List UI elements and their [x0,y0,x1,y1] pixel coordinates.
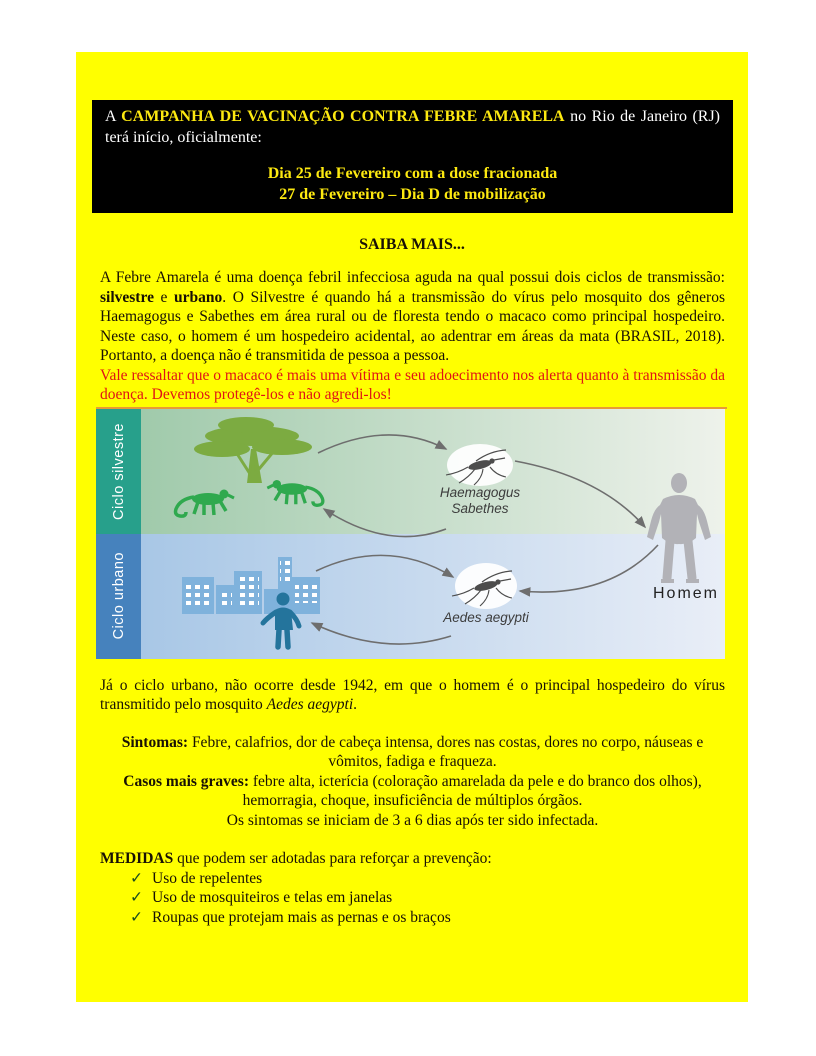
banner-suffix: no Rio de Janeiro (RJ) terá início, oficialmente: [105,108,721,146]
banner-campaign-title: CAMPANHA DE VACINAÇÃO CONTRA FEBRE AMARELA [121,108,565,125]
campaign-banner [92,100,733,213]
banner-date-line2: 27 de Fevereiro – Dia D de mobilização [279,186,546,203]
urban-cycle-label: Ciclo urbano [110,552,127,640]
intro-mid: e [153,288,175,306]
measures-list [100,869,725,928]
symptoms-label: Sintomas: [121,733,189,751]
measures-text: que podem ser adotadas para reforçar a prevenção: [173,850,492,867]
symptoms-block [100,733,725,831]
monkey-alert-note: Vale ressaltar que o macaco é mais uma vítima e seu adoecimento nos alerta quanto à transmissão da doença. Devemos protegê-los e não agredi-los! [100,366,725,403]
symptoms-line [100,733,725,772]
banner-dates [105,163,720,205]
arrow-mosquito-to-cityperson [312,623,451,644]
transmission-diagram-frame [96,407,727,659]
aedes-aegypti-italic: Aedes aegypti [266,696,354,713]
severe-cases-line [100,772,725,811]
banner-text [105,106,720,148]
mosquito-silvestre-label [420,485,540,517]
sabethes-label: Sabethes [451,500,509,516]
diagram-artwork [96,409,725,659]
onset-line: Os sintomas se iniciam de 3 a 6 dias após ter sido infectada. [226,811,599,829]
measure-item-text: Uso de mosquiteiros e telas em janelas [152,889,393,906]
monkey-icon [176,489,235,516]
banner-prefix: A [105,108,122,125]
intro-bold-silvestre: silvestre [100,288,154,306]
transmission-cycles-diagram [96,409,725,659]
intro-bold-urbano: urbano [174,288,223,306]
measures-heading [100,849,725,869]
section-heading: SAIBA MAIS... [359,236,465,253]
monkey-icon [267,479,323,504]
checkmark-icon: ✓ [130,869,143,887]
measures-section [100,849,725,927]
severe-cases-text: febre alta, icterícia (coloração amarelada da pele e do branco dos olhos), hemorragia, choque, insuficiência de múltiplos órgãos. [242,772,702,809]
measure-item-text: Uso de repelentes [152,869,263,887]
tree-icon [194,417,312,483]
homem-label: Homem [652,584,719,602]
intro-part2: . O Silvestre é quando há a transmissão do vírus pelo mosquito dos gêneros Haemagogus e Sabethes em área rural ou de floresta tendo o macaco como principal hospedeiro. Neste caso, o homem é um hospedeiro acidental, ao adentrar em áreas da mata (BRASIL, 2018). Portanto, a doença não é transmitida de pessoa a pessoa. [100,288,726,364]
measures-label: MEDIDAS [100,850,174,867]
list-item [130,869,725,889]
list-item [130,888,725,908]
intro-part1: A Febre Amarela é uma doença febril infecciosa aguda na qual possui dois ciclos de transmissão: [100,269,725,286]
city-icon [182,557,320,614]
mosquito-urbano-label: Aedes aegypti [443,609,529,625]
arrow-monkey-to-mosquito [318,434,446,452]
urban-cycle-paragraph [100,676,725,715]
haemagogus-label: Haemagogus [439,484,521,500]
urban-part1: Já o ciclo urbano, não ocorre desde 1942, em que o homem é o principal hospedeiro do vírus transmitido pelo mosquito [100,676,725,713]
symptoms-text: Febre, calafrios, dor de cabeça intensa, dores nas costas, dores no corpo, náuseas e vômitos, fadiga e fraqueza. [188,733,704,770]
checkmark-icon: ✓ [130,889,143,906]
banner-date-line1: Dia 25 de Fevereiro com a dose fracionada [267,165,558,182]
arrow-city-to-mosquito [316,555,453,577]
list-item [130,908,725,928]
man-silhouette-icon [647,473,711,581]
severe-cases-label: Casos mais graves: [123,772,249,790]
urban-part2: . [353,696,358,713]
flyer-background [76,52,748,1002]
sylvatic-cycle-label: Ciclo silvestre [110,422,127,520]
checkmark-icon: ✓ [130,908,143,926]
measure-item-text: Roupas que protejam mais as pernas e os braços [152,908,451,926]
intro-paragraph [100,268,725,366]
